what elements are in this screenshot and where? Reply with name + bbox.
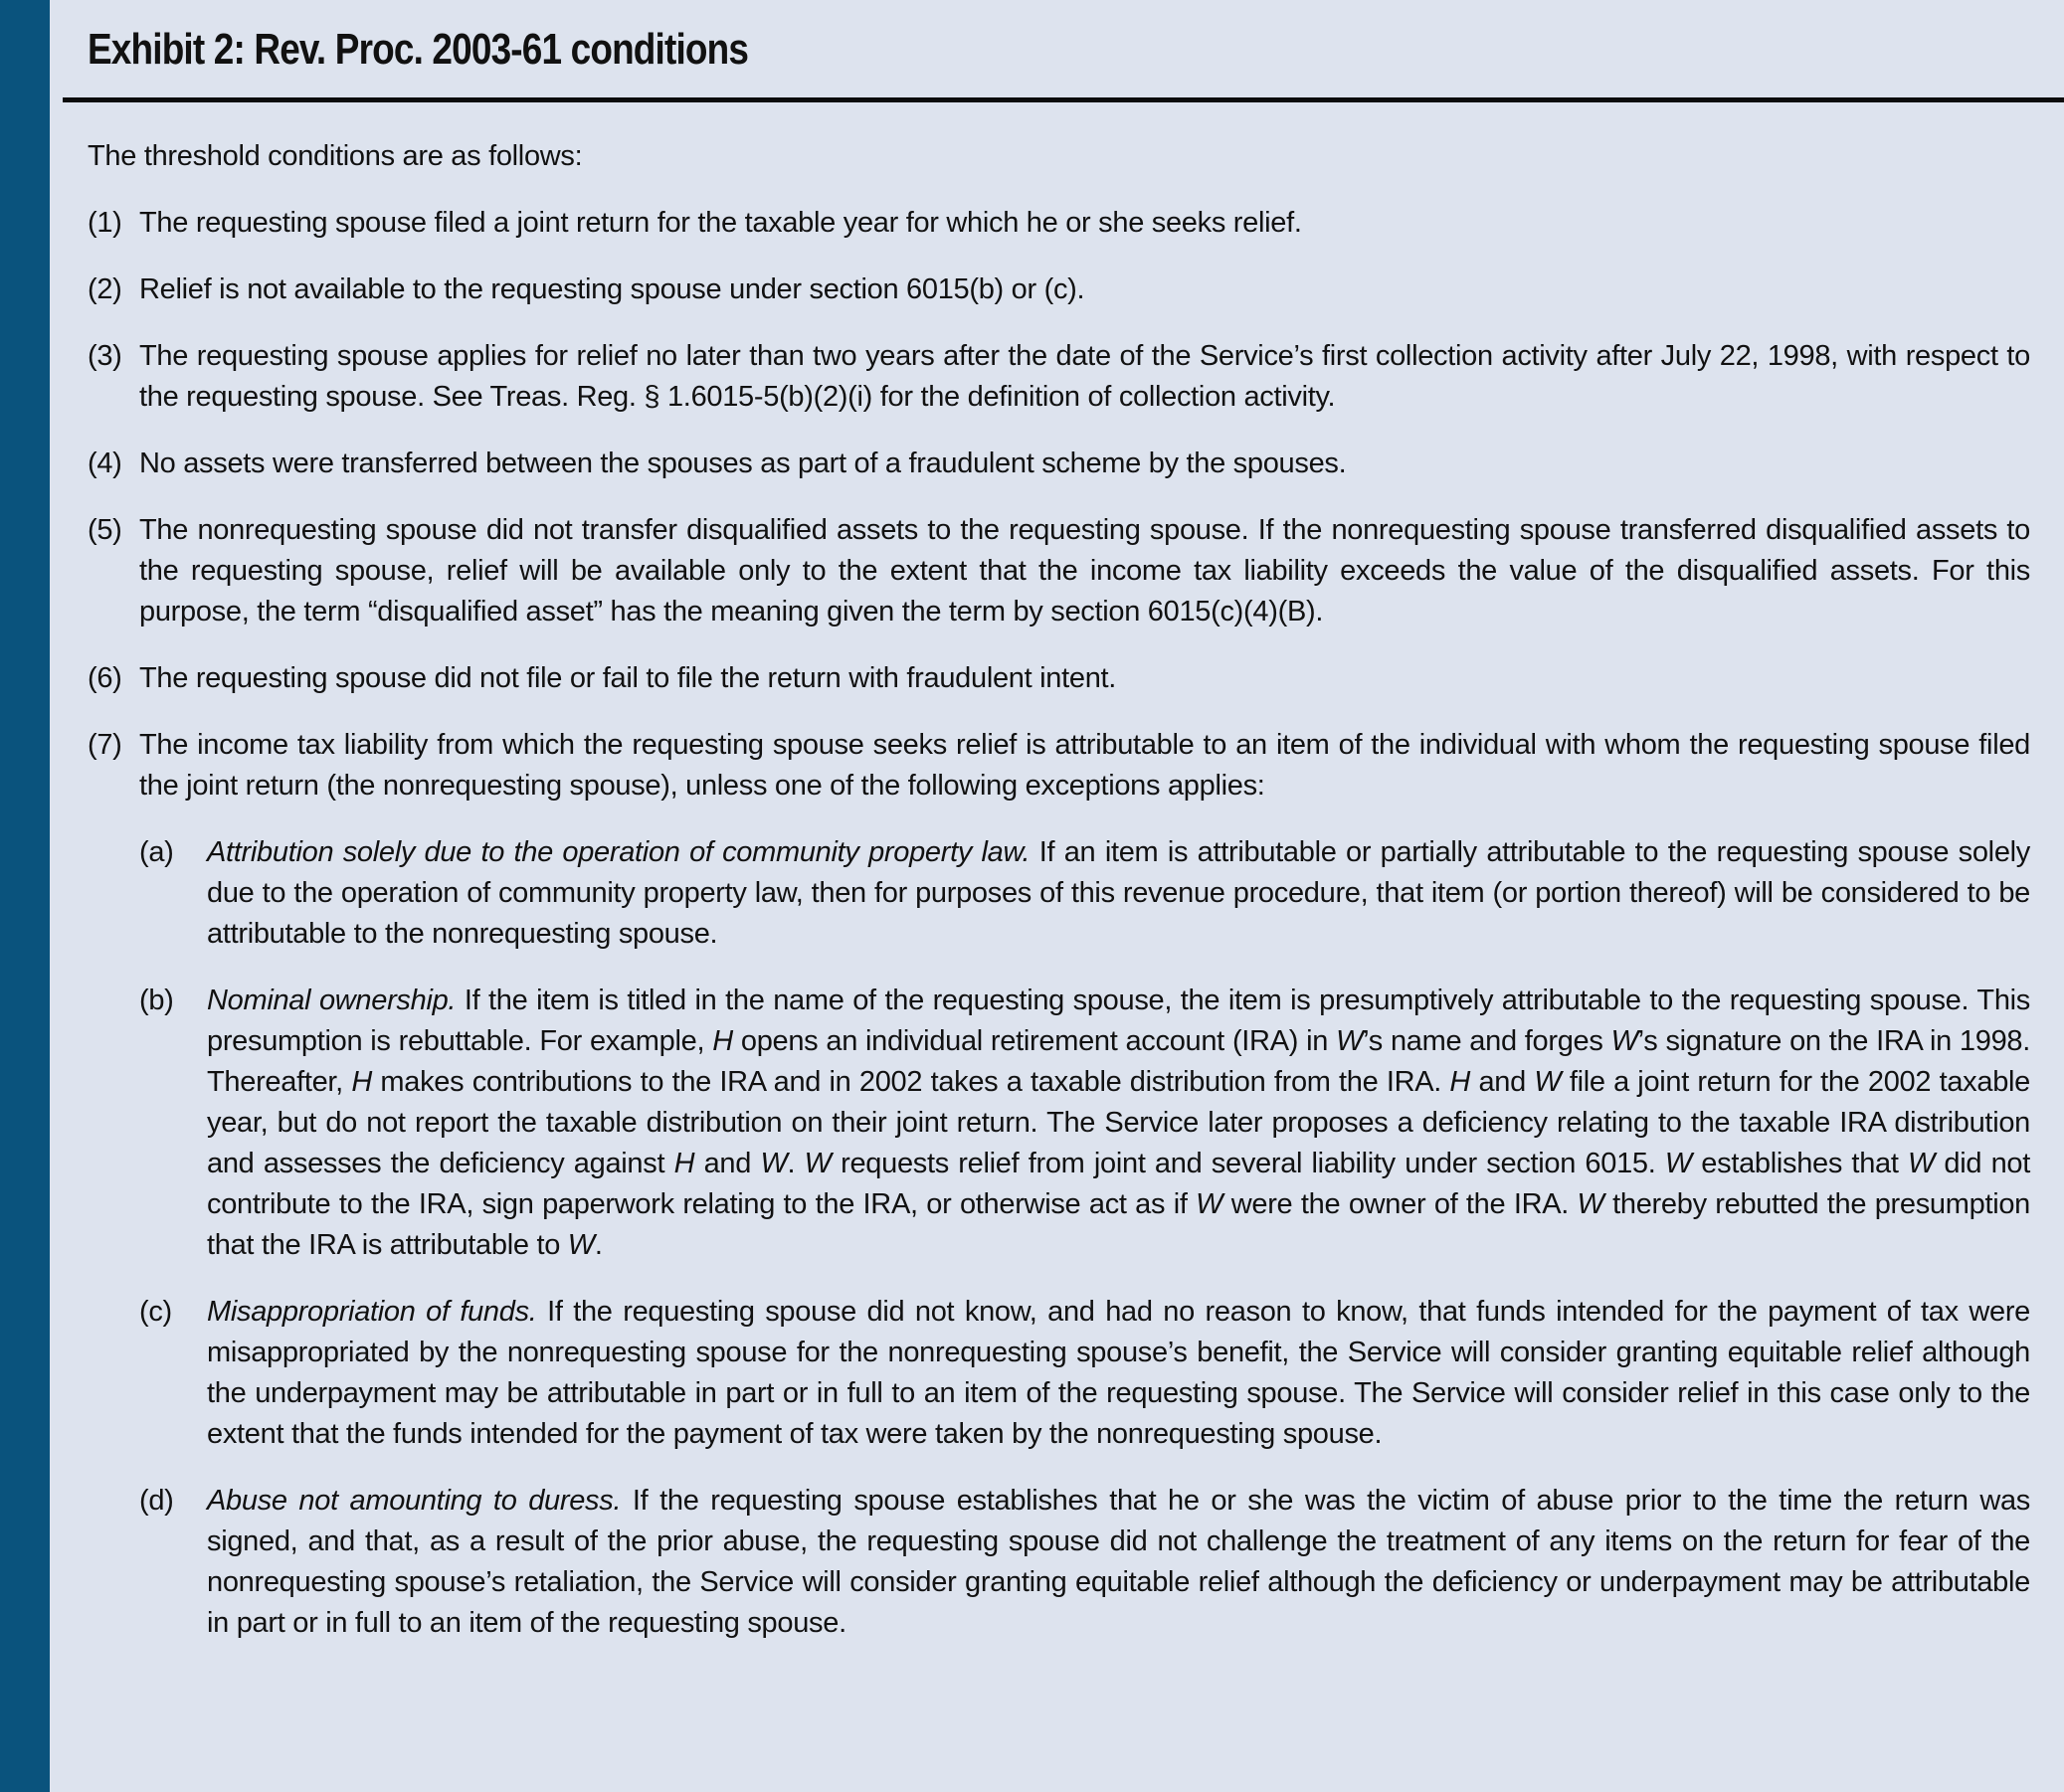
item-number: (3) <box>88 340 122 372</box>
left-accent-bar <box>0 0 50 1792</box>
condition-item-4 <box>88 444 2030 484</box>
item-number: (7) <box>88 729 122 761</box>
condition-item-2 <box>88 269 2030 310</box>
exception-item-b <box>139 981 2030 1266</box>
exception-text <box>207 1481 2030 1644</box>
item-text: Relief is not available to the requesting spouse under section 6015(b) or (c). <box>139 273 1085 305</box>
condition-item-6 <box>88 658 2030 699</box>
exception-letter: (b) <box>139 985 174 1016</box>
exception-lead: Attribution solely due to the operation of community property law. <box>207 836 1031 868</box>
item-text: The nonrequesting spouse did not transfer disqualified assets to the requesting spouse. If the nonrequesting spouse transferred disqualified assets to the requesting spouse, relief will be available only to the extent that the income tax liability exceeds the value of the disqualified assets. For this purpose, the term “disqualified asset” has the meaning given the term by section 6015(c)(4)(B). <box>139 514 2030 627</box>
exception-letter: (d) <box>139 1485 174 1517</box>
item-text: The requesting spouse applies for relief no later than two years after the date of the Service’s first collection activity after July 22, 1998, with respect to the requesting spouse. See Treas. Reg. § 1.6015-5(b)(2)(i) for the definition of collection activity. <box>139 340 2030 413</box>
condition-item-7 <box>88 725 2030 806</box>
item-text: The income tax liability from which the requesting spouse seeks relief is attributable to an item of the individual with whom the requesting spouse filed the joint return (the nonrequesting spouse), unless one of the following exceptions applies: <box>139 729 2030 802</box>
exception-item-c <box>139 1292 2030 1455</box>
exception-body: If the item is titled in the name of the requesting spouse, the item is presumptively attributable to the requesting spouse. This presumption is rebuttable. For example, H opens an individual retirement account (IRA) in W’s name and forges W’s signature on the IRA in 1998. Thereafter, H makes contributions to the IRA and in 2002 takes a taxable distribution from the IRA. H and W file a joint return for the 2002 taxable year, but do not report the taxable distribution on their joint return. The Service later proposes a deficiency relating to the taxable IRA distribution and assesses the deficiency against H and W. W requests relief from joint and several liability under section 6015. W establishes that W did not contribute to the IRA, sign paperwork relating to the IRA, or otherwise act as if W were the owner of the IRA. W thereby rebutted the presumption that the IRA is attributable to W. <box>207 985 2031 1261</box>
item-number: (1) <box>88 207 122 239</box>
condition-item-1 <box>88 203 2030 244</box>
exception-letter: (a) <box>139 836 174 868</box>
exception-text <box>207 1292 2030 1455</box>
exception-lead: Misappropriation of funds. <box>207 1296 537 1328</box>
item-number: (6) <box>88 662 122 694</box>
condition-item-3 <box>88 336 2030 418</box>
title-rule <box>63 97 2064 102</box>
exhibit-title: Exhibit 2: Rev. Proc. 2003-61 conditions <box>88 25 749 74</box>
condition-item-5 <box>88 510 2030 632</box>
exception-body: If the requesting spouse establishes that he or she was the victim of abuse prior to the time the return was signed, and that, as a result of the prior abuse, the requesting spouse did not challenge the treatment of any items on the return for fear of the nonrequesting spouse’s retaliation, the Service will consider granting equitable relief although the deficiency or underpayment may be attributable in part or in full to an item of the requesting spouse. <box>207 1485 2031 1639</box>
item-text: The requesting spouse did not file or fail to file the return with fraudulent intent. <box>139 662 1117 694</box>
exception-lead: Abuse not amounting to duress. <box>207 1485 622 1517</box>
intro-text: The threshold conditions are as follows: <box>88 140 583 172</box>
exception-lead: Nominal ownership. <box>207 985 457 1016</box>
item-number: (4) <box>88 448 122 479</box>
exception-body: If the requesting spouse did not know, and had no reason to know, that funds intended for the payment of tax were misappropriated by the nonrequesting spouse for the nonrequesting spouse’s benefit, the Service will consider granting equitable relief although the underpayment may be attributable in part or in full to an item of the requesting spouse. The Service will consider relief in this case only to the extent that the funds intended for the payment of tax were taken by the nonrequesting spouse. <box>207 1296 2031 1450</box>
exception-item-d <box>139 1481 2030 1644</box>
item-number: (5) <box>88 514 122 546</box>
item-text: The requesting spouse filed a joint return for the taxable year for which he or she seeks relief. <box>139 207 1302 239</box>
exception-text <box>207 981 2030 1266</box>
exception-letter: (c) <box>139 1296 172 1328</box>
exception-item-a <box>139 832 2030 955</box>
exception-text <box>207 832 2030 955</box>
item-number: (2) <box>88 273 122 305</box>
exhibit-content <box>88 26 2030 1644</box>
exhibit-body <box>88 136 2030 1644</box>
item-text: No assets were transferred between the spouses as part of a fraudulent scheme by the spouses. <box>139 448 1347 479</box>
exception-body: If an item is attributable or partially attributable to the requesting spouse solely due to the operation of community property law, then for purposes of this revenue procedure, that item (or portion thereof) will be considered to be attributable to the nonrequesting spouse. <box>207 836 2030 950</box>
